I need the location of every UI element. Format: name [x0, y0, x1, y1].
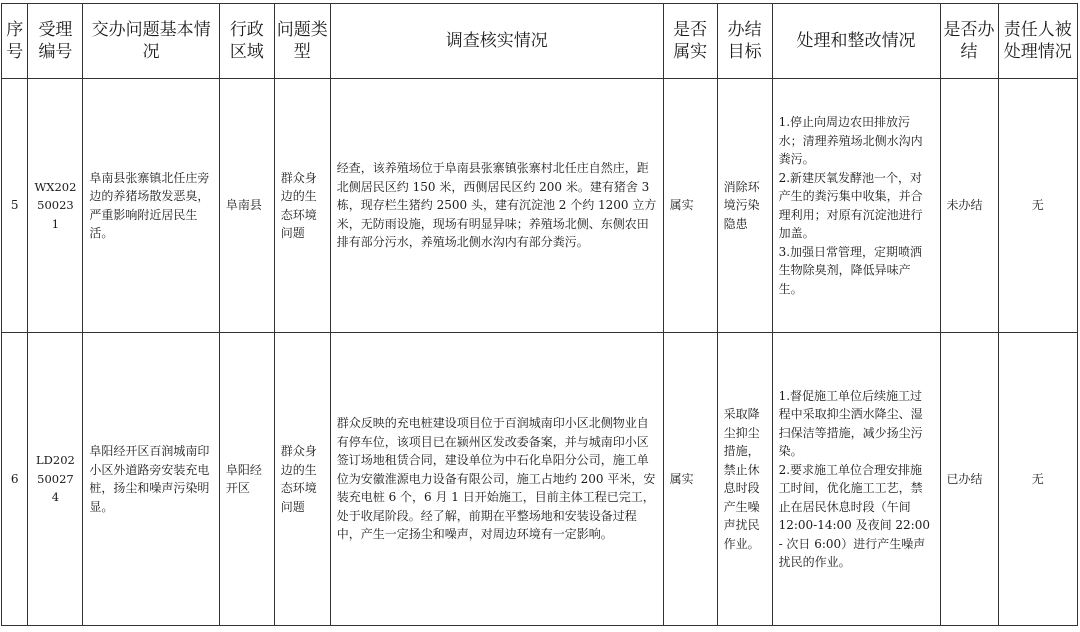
cell-completed: 未办结 [940, 79, 998, 333]
rectification-step: 2.要求施工单位合理安排施工时间，优化施工工艺，禁止在居民休息时段（午间 12:00-14:00 及夜间 22:00 - 次日 6:00）进行产生噪声扰民的作业。 [778, 462, 930, 569]
cell-case-id: LD20250027 4 [28, 333, 83, 626]
cell-basic-info: 阜南县张寨镇北任庄旁边的养猪场散发恶臭，严重影响附近居民生活。 [83, 79, 219, 333]
cell-region: 阜阳经开区 [219, 333, 274, 626]
rectification-step: 1.督促施工单位后续施工过程中采取抑尘洒水降尘、湿扫保洁等措施，减少扬尘污染。 [778, 388, 923, 458]
cell-completed: 已办结 [940, 333, 998, 626]
cell-investigation: 群众反映的充电桩建设项目位于百润城南印小区北侧物业自有停车位，该项目已在颍州区发改委备案，并与城南印小区签订场地租赁合同，建设单位为中石化阜阳分公司，施工单位为安徽淮源电力设备有限公司，施工占地约 200 平米，安装充电桩 6 个，6 月 1 日开始施工，目前主体工程已完工，处于收尾阶段。经了解，前期在平整场地和安装设备过程中，产生一定扬尘和噪声，对周边环境有一定影响。 [330, 333, 663, 626]
rectification-step: 1.停止向周边农田排放污水；清理养殖场北侧水沟内粪污。 [778, 115, 923, 166]
table-row [2, 333, 1078, 626]
header-issue-type: 问题类型 [274, 4, 330, 79]
cell-investigation: 经查，该养殖场位于阜南县张寨镇张寨村北任庄自然庄，距北侧居民区约 150 米，西侧居民区约 200 米。建有猪舍 3 栋，现存栏生猪约 2500 头，建有沉淀池 2 个约 1200 立方米，无防雨设施，现场有明显异味；养殖场北侧、东侧农田排有部分污水，养殖场北侧水沟内有部分粪污。 [330, 79, 663, 333]
header-basic-info: 交办问题基本情况 [83, 4, 219, 79]
header-region: 行政区域 [219, 4, 274, 79]
cell-rectification [772, 79, 940, 333]
header-rectification: 处理和整改情况 [772, 4, 940, 79]
cell-issue-type: 群众身边的生态环境问题 [274, 333, 330, 626]
header-investigation: 调查核实情况 [330, 4, 663, 79]
header-row [2, 4, 1078, 79]
cell-seq: 6 [2, 333, 28, 626]
cell-accountability: 无 [998, 79, 1077, 333]
case-table [1, 3, 1078, 626]
header-verified: 是否属实 [663, 4, 717, 79]
rectification-step: 3.加强日常管理，定期喷洒生物除臭剂，降低异味产生。 [778, 244, 923, 296]
cell-case-id: WX20250023 1 [28, 79, 83, 333]
rectification-step: 2.新建厌氧发酵池一个，对产生的粪污集中收集，并合理利用；对原有沉淀池进行加盖。 [778, 170, 923, 240]
cell-verified: 属实 [663, 333, 717, 626]
cell-issue-type: 群众身边的生态环境问题 [274, 79, 330, 333]
cell-goal: 消除环境污染隐患 [717, 79, 772, 333]
cell-rectification [772, 333, 940, 626]
cell-basic-info: 阜阳经开区百润城南印小区外道路旁安装充电桩，扬尘和噪声污染明显。 [83, 333, 219, 626]
header-seq: 序号 [2, 4, 28, 79]
header-accountability: 责任人被处理情况 [998, 4, 1077, 79]
cell-region: 阜南县 [219, 79, 274, 333]
header-case-id: 受理编号 [28, 4, 83, 79]
cell-goal: 采取降尘抑尘措施，禁止休息时段产生噪声扰民作业。 [717, 333, 772, 626]
cell-accountability: 无 [998, 333, 1077, 626]
table-row [2, 79, 1078, 333]
cell-seq: 5 [2, 79, 28, 333]
header-goal: 办结目标 [717, 4, 772, 79]
header-completed: 是否办结 [940, 4, 998, 79]
cell-verified: 属实 [663, 79, 717, 333]
